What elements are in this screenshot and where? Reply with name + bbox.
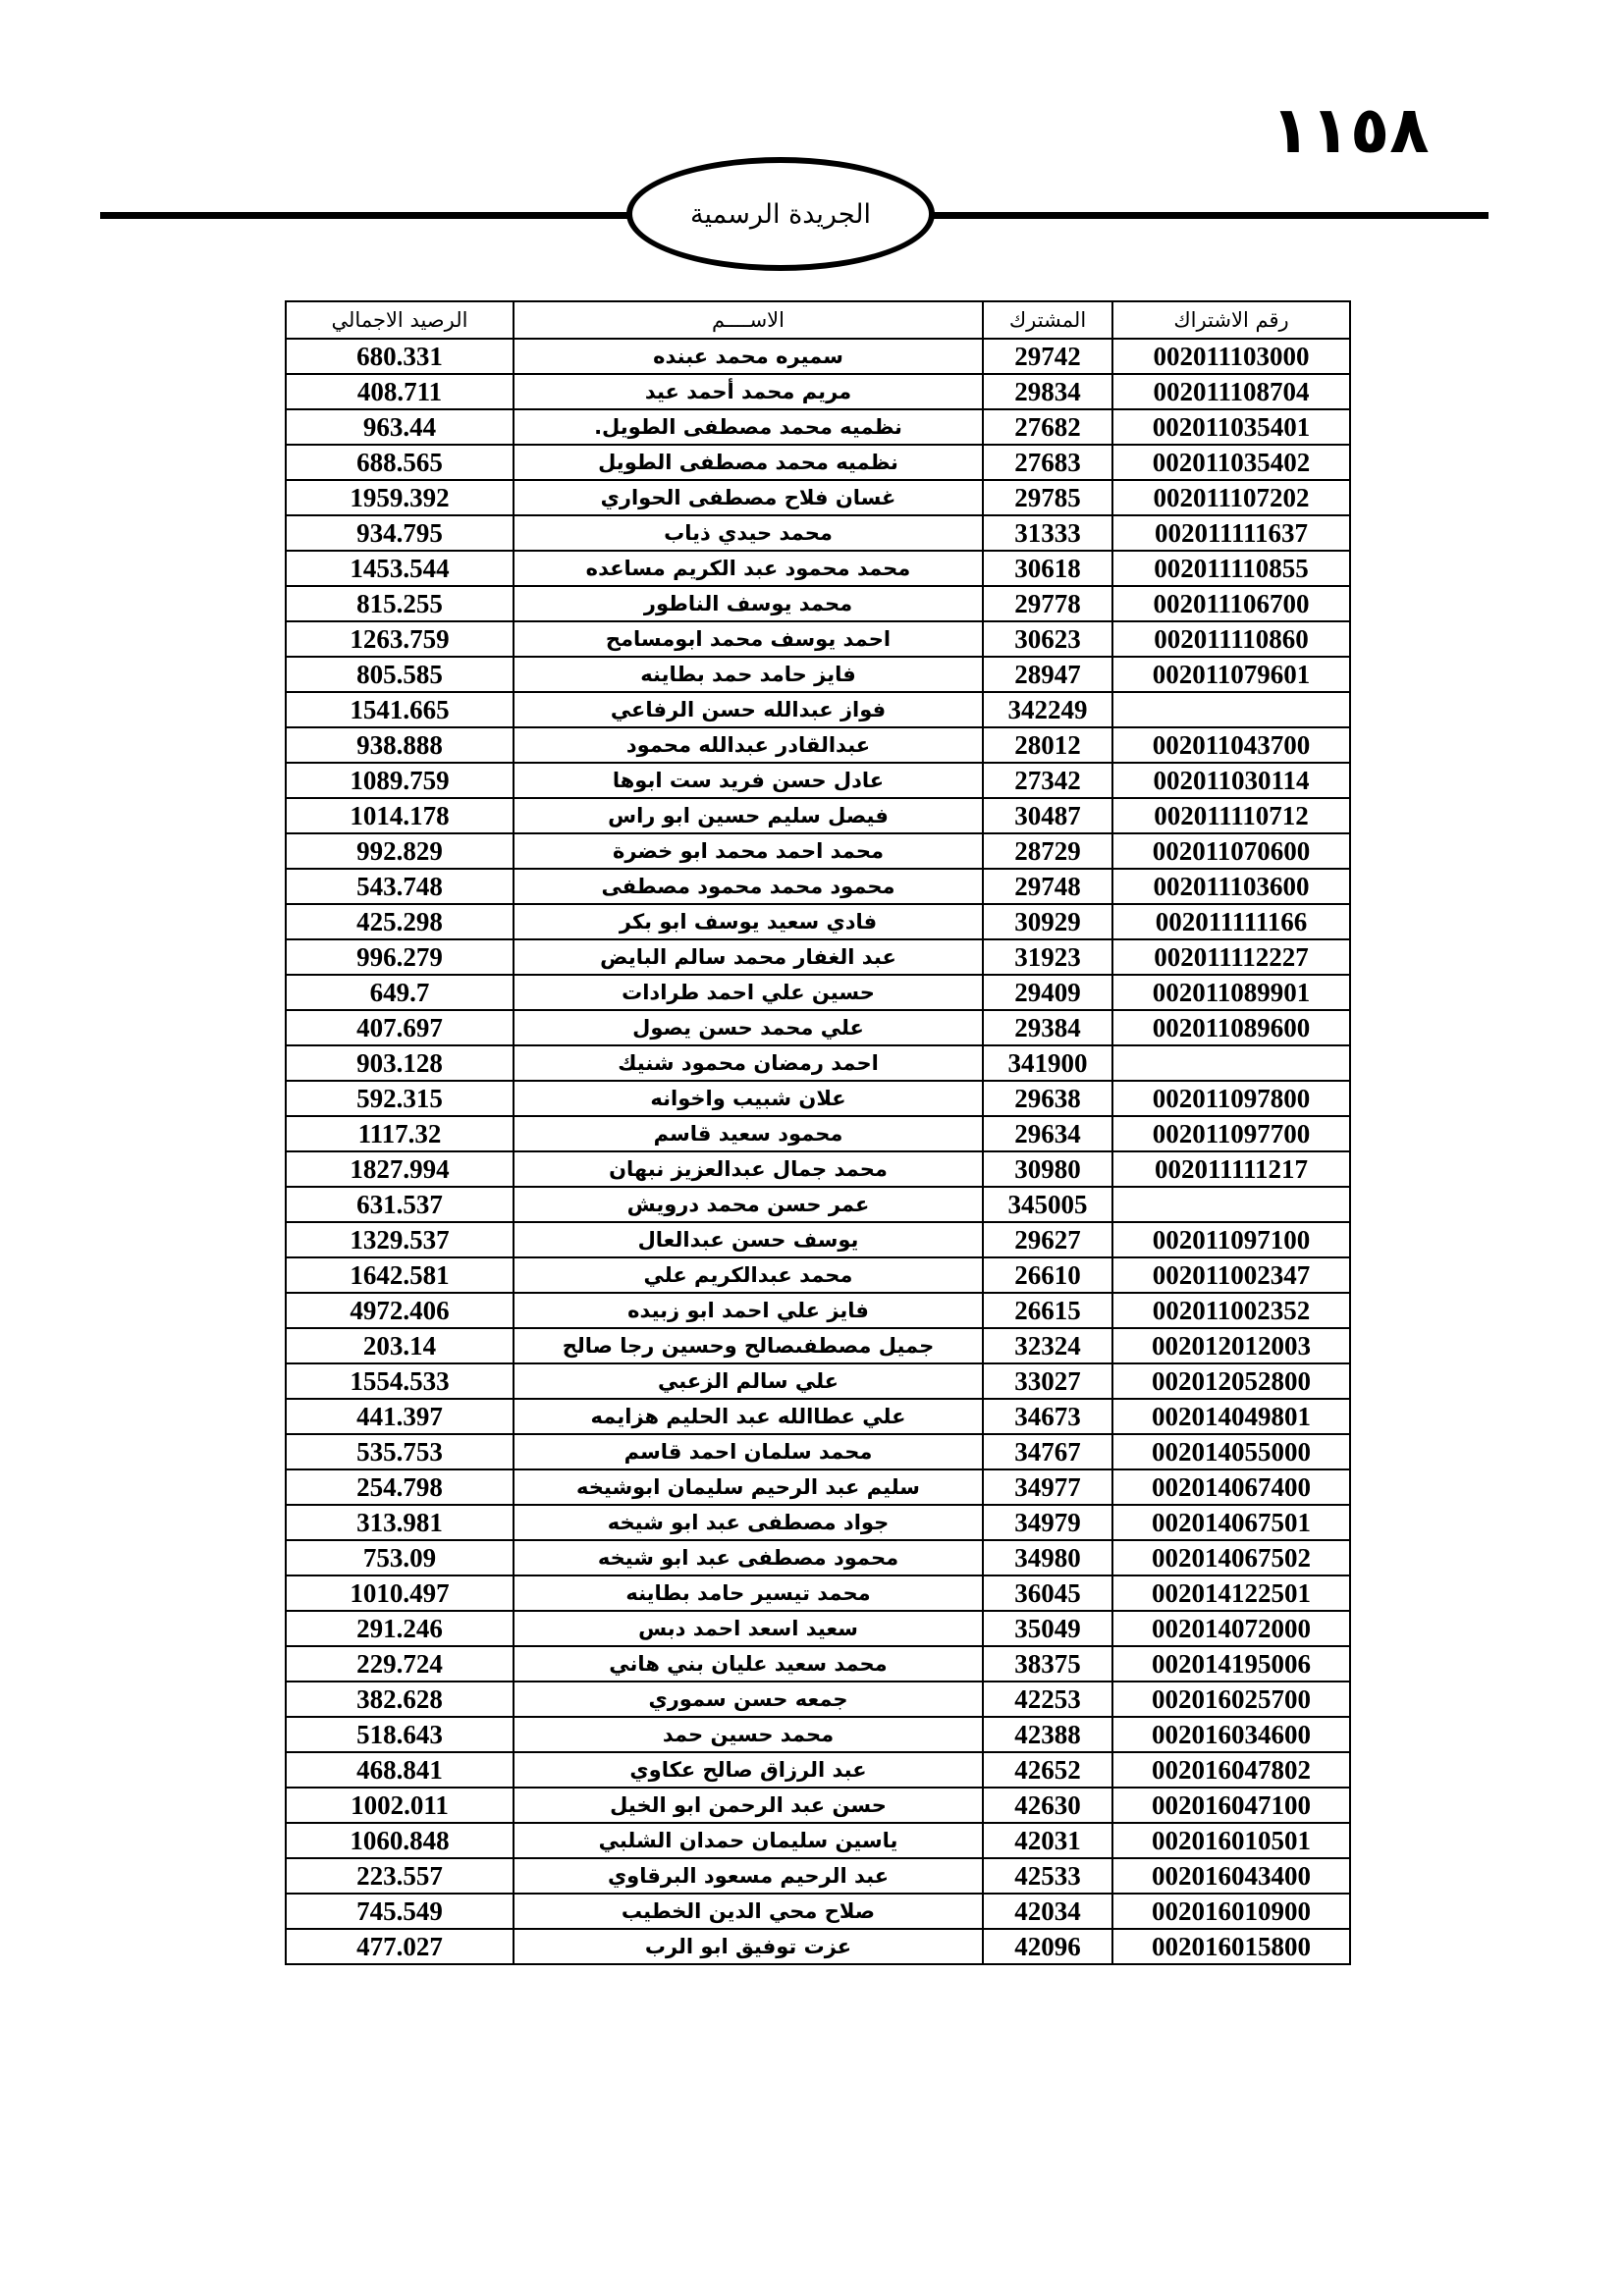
cell-name: محمود مصطفى عبد ابو شيخه bbox=[514, 1540, 983, 1575]
cell-account-number: 002011106700 bbox=[1112, 586, 1350, 621]
cell-subscriber: 28729 bbox=[983, 833, 1112, 869]
cell-name: حسن عبد الرحمن ابو الخيل bbox=[514, 1788, 983, 1823]
cell-subscriber: 29638 bbox=[983, 1081, 1112, 1116]
cell-total-balance: 518.643 bbox=[286, 1717, 514, 1752]
cell-name: جمعه حسن سموري bbox=[514, 1682, 983, 1717]
cell-total-balance: 996.279 bbox=[286, 939, 514, 975]
cell-name: محمد احمد محمد ابو خضرة bbox=[514, 833, 983, 869]
cell-name: محمد سعيد عليان بني هاني bbox=[514, 1646, 983, 1682]
column-header-total-balance: الرصيد الاجمالي bbox=[286, 301, 514, 339]
table-row bbox=[286, 621, 1350, 657]
cell-name: ياسين سليمان حمدان الشلبي bbox=[514, 1823, 983, 1858]
cell-total-balance: 1959.392 bbox=[286, 480, 514, 515]
table-row bbox=[286, 975, 1350, 1010]
table-row bbox=[286, 692, 1350, 727]
cell-name: عزت توفيق ابو الرب bbox=[514, 1929, 983, 1964]
cell-name: مريم محمد أحمد عيد bbox=[514, 374, 983, 409]
cell-total-balance: 688.565 bbox=[286, 445, 514, 480]
cell-name: عادل حسن فريد ست ابوها bbox=[514, 763, 983, 798]
cell-total-balance: 934.795 bbox=[286, 515, 514, 551]
table-row bbox=[286, 586, 1350, 621]
table-row bbox=[286, 339, 1350, 374]
table-row bbox=[286, 445, 1350, 480]
cell-account-number: 002011035401 bbox=[1112, 409, 1350, 445]
table-row bbox=[286, 1328, 1350, 1363]
cell-total-balance: 441.397 bbox=[286, 1399, 514, 1434]
cell-name: عبدالقادر عبدالله محمود bbox=[514, 727, 983, 763]
cell-subscriber: 36045 bbox=[983, 1575, 1112, 1611]
cell-name: سميره محمد عبنده bbox=[514, 339, 983, 374]
cell-account-number: 002011103600 bbox=[1112, 869, 1350, 904]
cell-subscriber: 42253 bbox=[983, 1682, 1112, 1717]
cell-subscriber: 27342 bbox=[983, 763, 1112, 798]
cell-total-balance: 903.128 bbox=[286, 1045, 514, 1081]
table-row bbox=[286, 374, 1350, 409]
table-row bbox=[286, 1858, 1350, 1894]
cell-subscriber: 29748 bbox=[983, 869, 1112, 904]
cell-name: محمد حيدي ذياب bbox=[514, 515, 983, 551]
cell-subscriber: 342249 bbox=[983, 692, 1112, 727]
cell-subscriber: 34673 bbox=[983, 1399, 1112, 1434]
cell-name: محمد حسين حمد bbox=[514, 1717, 983, 1752]
cell-total-balance: 1002.011 bbox=[286, 1788, 514, 1823]
cell-total-balance: 1541.665 bbox=[286, 692, 514, 727]
cell-account-number: 002014049801 bbox=[1112, 1399, 1350, 1434]
cell-total-balance: 680.331 bbox=[286, 339, 514, 374]
table-row bbox=[286, 798, 1350, 833]
cell-account-number: 002011089901 bbox=[1112, 975, 1350, 1010]
cell-account-number: 002011103000 bbox=[1112, 339, 1350, 374]
cell-name: حسين علي احمد طرادات bbox=[514, 975, 983, 1010]
cell-name: عبد الغفار محمد سالم البايض bbox=[514, 939, 983, 975]
cell-name: علي محمد حسن يصول bbox=[514, 1010, 983, 1045]
table-row bbox=[286, 1505, 1350, 1540]
cell-subscriber: 29778 bbox=[983, 586, 1112, 621]
cell-subscriber: 29634 bbox=[983, 1116, 1112, 1151]
cell-subscriber: 42652 bbox=[983, 1752, 1112, 1788]
cell-account-number: 002011097700 bbox=[1112, 1116, 1350, 1151]
table-row bbox=[286, 1293, 1350, 1328]
cell-subscriber: 42630 bbox=[983, 1788, 1112, 1823]
cell-name: محمد محمود عبد الكريم مساعده bbox=[514, 551, 983, 586]
cell-total-balance: 4972.406 bbox=[286, 1293, 514, 1328]
table-row bbox=[286, 1045, 1350, 1081]
table-row bbox=[286, 1788, 1350, 1823]
cell-account-number: 002011097100 bbox=[1112, 1222, 1350, 1257]
cell-total-balance: 313.981 bbox=[286, 1505, 514, 1540]
cell-account-number: 002011110855 bbox=[1112, 551, 1350, 586]
table-row bbox=[286, 1682, 1350, 1717]
cell-name: محمود سعيد قاسم bbox=[514, 1116, 983, 1151]
cell-name: علان شبيب واخوانه bbox=[514, 1081, 983, 1116]
cell-total-balance: 1453.544 bbox=[286, 551, 514, 586]
cell-subscriber: 29409 bbox=[983, 975, 1112, 1010]
cell-subscriber: 30623 bbox=[983, 621, 1112, 657]
cell-name: نظميه محمد مصطفى الطويل. bbox=[514, 409, 983, 445]
table-row bbox=[286, 1116, 1350, 1151]
cell-account-number: 002016025700 bbox=[1112, 1682, 1350, 1717]
cell-name: سعيد اسعد احمد دبس bbox=[514, 1611, 983, 1646]
cell-account-number: 002014067502 bbox=[1112, 1540, 1350, 1575]
table-row bbox=[286, 1363, 1350, 1399]
cell-subscriber: 29785 bbox=[983, 480, 1112, 515]
table-row bbox=[286, 1399, 1350, 1434]
cell-account-number: 002012052800 bbox=[1112, 1363, 1350, 1399]
cell-total-balance: 1642.581 bbox=[286, 1257, 514, 1293]
table-row bbox=[286, 1081, 1350, 1116]
cell-account-number: 002014072000 bbox=[1112, 1611, 1350, 1646]
cell-name: فواز عبدالله حسن الرفاعي bbox=[514, 692, 983, 727]
cell-name: احمد يوسف محمد ابومسامح bbox=[514, 621, 983, 657]
table-row bbox=[286, 1540, 1350, 1575]
table-body bbox=[286, 339, 1350, 1964]
cell-subscriber: 32324 bbox=[983, 1328, 1112, 1363]
cell-account-number: 002012012003 bbox=[1112, 1328, 1350, 1363]
cell-account-number: 002011111637 bbox=[1112, 515, 1350, 551]
cell-account-number: 002016010900 bbox=[1112, 1894, 1350, 1929]
cell-total-balance: 1117.32 bbox=[286, 1116, 514, 1151]
cell-total-balance: 1263.759 bbox=[286, 621, 514, 657]
cell-total-balance: 468.841 bbox=[286, 1752, 514, 1788]
cell-total-balance: 963.44 bbox=[286, 409, 514, 445]
cell-name: جميل مصطفىصالح وحسين رجا صالح bbox=[514, 1328, 983, 1363]
cell-subscriber: 30980 bbox=[983, 1151, 1112, 1187]
cell-name: محمد جمال عبدالعزيز نبهان bbox=[514, 1151, 983, 1187]
cell-name: يوسف حسن عبدالعال bbox=[514, 1222, 983, 1257]
cell-name: علي عطاالله عبد الحليم هزايمه bbox=[514, 1399, 983, 1434]
cell-subscriber: 29627 bbox=[983, 1222, 1112, 1257]
cell-name: فيصل سليم حسين ابو راس bbox=[514, 798, 983, 833]
table-row bbox=[286, 939, 1350, 975]
cell-account-number: 002011110860 bbox=[1112, 621, 1350, 657]
cell-subscriber: 42533 bbox=[983, 1858, 1112, 1894]
cell-total-balance: 631.537 bbox=[286, 1187, 514, 1222]
cell-subscriber: 34767 bbox=[983, 1434, 1112, 1469]
cell-subscriber: 27683 bbox=[983, 445, 1112, 480]
cell-account-number: 002016015800 bbox=[1112, 1929, 1350, 1964]
table-row bbox=[286, 515, 1350, 551]
cell-subscriber: 34979 bbox=[983, 1505, 1112, 1540]
cell-total-balance: 254.798 bbox=[286, 1469, 514, 1505]
cell-account-number: 002011108704 bbox=[1112, 374, 1350, 409]
cell-total-balance: 382.628 bbox=[286, 1682, 514, 1717]
cell-subscriber: 30487 bbox=[983, 798, 1112, 833]
cell-account-number bbox=[1112, 692, 1350, 727]
cell-subscriber: 33027 bbox=[983, 1363, 1112, 1399]
table-row bbox=[286, 657, 1350, 692]
cell-account-number: 002011110712 bbox=[1112, 798, 1350, 833]
cell-account-number: 002011070600 bbox=[1112, 833, 1350, 869]
cell-subscriber: 26615 bbox=[983, 1293, 1112, 1328]
cell-subscriber: 42096 bbox=[983, 1929, 1112, 1964]
table-row bbox=[286, 480, 1350, 515]
cell-account-number: 002011097800 bbox=[1112, 1081, 1350, 1116]
table-row bbox=[286, 1222, 1350, 1257]
cell-total-balance: 1827.994 bbox=[286, 1151, 514, 1187]
cell-name: محمد تيسير حامد بطاينه bbox=[514, 1575, 983, 1611]
page-number: ١١٥٨ bbox=[1271, 92, 1430, 168]
cell-total-balance: 408.711 bbox=[286, 374, 514, 409]
table-row bbox=[286, 1823, 1350, 1858]
cell-account-number: 002014067400 bbox=[1112, 1469, 1350, 1505]
table-row bbox=[286, 1929, 1350, 1964]
cell-total-balance: 1014.178 bbox=[286, 798, 514, 833]
cell-name: فايز حامد حمد بطاينه bbox=[514, 657, 983, 692]
subscriber-balance-table bbox=[285, 300, 1351, 1965]
cell-account-number: 002011002347 bbox=[1112, 1257, 1350, 1293]
cell-total-balance: 745.549 bbox=[286, 1894, 514, 1929]
cell-account-number: 002014195006 bbox=[1112, 1646, 1350, 1682]
cell-total-balance: 223.557 bbox=[286, 1858, 514, 1894]
cell-total-balance: 649.7 bbox=[286, 975, 514, 1010]
cell-total-balance: 535.753 bbox=[286, 1434, 514, 1469]
cell-subscriber: 42031 bbox=[983, 1823, 1112, 1858]
cell-subscriber: 31333 bbox=[983, 515, 1112, 551]
column-header-account-number: رقم الاشتراك bbox=[1112, 301, 1350, 339]
cell-total-balance: 203.14 bbox=[286, 1328, 514, 1363]
cell-account-number: 002016034600 bbox=[1112, 1717, 1350, 1752]
cell-name: عبد الرحيم مسعود البرقاوي bbox=[514, 1858, 983, 1894]
table-row bbox=[286, 763, 1350, 798]
cell-total-balance: 407.697 bbox=[286, 1010, 514, 1045]
cell-name: غسان فلاح مصطفى الحواري bbox=[514, 480, 983, 515]
cell-total-balance: 229.724 bbox=[286, 1646, 514, 1682]
cell-subscriber: 42388 bbox=[983, 1717, 1112, 1752]
table-row bbox=[286, 1575, 1350, 1611]
cell-total-balance: 938.888 bbox=[286, 727, 514, 763]
cell-subscriber: 27682 bbox=[983, 409, 1112, 445]
cell-name: صلاح محي الدين الخطيب bbox=[514, 1894, 983, 1929]
table-row bbox=[286, 1187, 1350, 1222]
cell-account-number: 002011112227 bbox=[1112, 939, 1350, 975]
cell-account-number: 002016010501 bbox=[1112, 1823, 1350, 1858]
cell-total-balance: 1554.533 bbox=[286, 1363, 514, 1399]
table-row bbox=[286, 551, 1350, 586]
cell-total-balance: 815.255 bbox=[286, 586, 514, 621]
table-row bbox=[286, 1894, 1350, 1929]
cell-account-number: 002011079601 bbox=[1112, 657, 1350, 692]
cell-account-number: 002011111166 bbox=[1112, 904, 1350, 939]
cell-account-number bbox=[1112, 1187, 1350, 1222]
table-row bbox=[286, 1434, 1350, 1469]
cell-total-balance: 291.246 bbox=[286, 1611, 514, 1646]
cell-account-number: 002014055000 bbox=[1112, 1434, 1350, 1469]
cell-total-balance: 592.315 bbox=[286, 1081, 514, 1116]
cell-name: عبد الرزاق صالح عكاوي bbox=[514, 1752, 983, 1788]
table-row bbox=[286, 1752, 1350, 1788]
cell-total-balance: 753.09 bbox=[286, 1540, 514, 1575]
cell-subscriber: 341900 bbox=[983, 1045, 1112, 1081]
cell-total-balance: 1089.759 bbox=[286, 763, 514, 798]
cell-subscriber: 30929 bbox=[983, 904, 1112, 939]
cell-account-number: 002014067501 bbox=[1112, 1505, 1350, 1540]
cell-total-balance: 1060.848 bbox=[286, 1823, 514, 1858]
cell-subscriber: 28012 bbox=[983, 727, 1112, 763]
cell-account-number: 002011089600 bbox=[1112, 1010, 1350, 1045]
cell-name: سليم عبد الرحيم سليمان ابوشيخه bbox=[514, 1469, 983, 1505]
cell-subscriber: 30618 bbox=[983, 551, 1112, 586]
table-row bbox=[286, 1717, 1350, 1752]
table-row bbox=[286, 1611, 1350, 1646]
cell-account-number: 002011035402 bbox=[1112, 445, 1350, 480]
cell-account-number: 002011030114 bbox=[1112, 763, 1350, 798]
cell-subscriber: 345005 bbox=[983, 1187, 1112, 1222]
cell-subscriber: 28947 bbox=[983, 657, 1112, 692]
cell-total-balance: 805.585 bbox=[286, 657, 514, 692]
cell-name: محمود محمد محمود مصطفى bbox=[514, 869, 983, 904]
cell-name: نظميه محمد مصطفى الطويل bbox=[514, 445, 983, 480]
cell-subscriber: 34977 bbox=[983, 1469, 1112, 1505]
cell-account-number: 002011002352 bbox=[1112, 1293, 1350, 1328]
table-row bbox=[286, 727, 1350, 763]
cell-account-number: 002011043700 bbox=[1112, 727, 1350, 763]
cell-subscriber: 35049 bbox=[983, 1611, 1112, 1646]
cell-total-balance: 543.748 bbox=[286, 869, 514, 904]
cell-name: محمد عبدالكريم علي bbox=[514, 1257, 983, 1293]
column-header-name: الاســــم bbox=[514, 301, 983, 339]
cell-account-number: 002011111217 bbox=[1112, 1151, 1350, 1187]
table-row bbox=[286, 409, 1350, 445]
table-row bbox=[286, 1010, 1350, 1045]
table-row bbox=[286, 1469, 1350, 1505]
header-title: الجريدة الرسمية bbox=[690, 198, 871, 230]
cell-subscriber: 29742 bbox=[983, 339, 1112, 374]
cell-subscriber: 34980 bbox=[983, 1540, 1112, 1575]
cell-total-balance: 477.027 bbox=[286, 1929, 514, 1964]
cell-name: جواد مصطفى عبد ابو شيخه bbox=[514, 1505, 983, 1540]
cell-subscriber: 38375 bbox=[983, 1646, 1112, 1682]
cell-subscriber: 29834 bbox=[983, 374, 1112, 409]
header-title-oval bbox=[626, 157, 935, 271]
table-row bbox=[286, 1151, 1350, 1187]
cell-account-number: 002016047100 bbox=[1112, 1788, 1350, 1823]
cell-subscriber: 29384 bbox=[983, 1010, 1112, 1045]
table-row bbox=[286, 869, 1350, 904]
cell-name: احمد رمضان محمود شنيك bbox=[514, 1045, 983, 1081]
cell-name: فايز علي احمد ابو زبيده bbox=[514, 1293, 983, 1328]
cell-account-number: 002016043400 bbox=[1112, 1858, 1350, 1894]
cell-account-number: 002014122501 bbox=[1112, 1575, 1350, 1611]
cell-account-number bbox=[1112, 1045, 1350, 1081]
table-row bbox=[286, 1646, 1350, 1682]
cell-account-number: 002016047802 bbox=[1112, 1752, 1350, 1788]
cell-total-balance: 1329.537 bbox=[286, 1222, 514, 1257]
cell-name: محمد يوسف الناطور bbox=[514, 586, 983, 621]
cell-name: محمد سلمان احمد قاسم bbox=[514, 1434, 983, 1469]
cell-subscriber: 26610 bbox=[983, 1257, 1112, 1293]
table-row bbox=[286, 904, 1350, 939]
column-header-subscriber: المشترك bbox=[983, 301, 1112, 339]
cell-total-balance: 992.829 bbox=[286, 833, 514, 869]
table-header-row bbox=[286, 301, 1350, 339]
cell-name: عمر حسن محمد درويش bbox=[514, 1187, 983, 1222]
cell-name: فادي سعيد يوسف ابو بكر bbox=[514, 904, 983, 939]
cell-total-balance: 425.298 bbox=[286, 904, 514, 939]
table-row bbox=[286, 1257, 1350, 1293]
table-row bbox=[286, 833, 1350, 869]
cell-total-balance: 1010.497 bbox=[286, 1575, 514, 1611]
cell-account-number: 002011107202 bbox=[1112, 480, 1350, 515]
cell-name: علي سالم الزعبي bbox=[514, 1363, 983, 1399]
cell-subscriber: 42034 bbox=[983, 1894, 1112, 1929]
cell-subscriber: 31923 bbox=[983, 939, 1112, 975]
